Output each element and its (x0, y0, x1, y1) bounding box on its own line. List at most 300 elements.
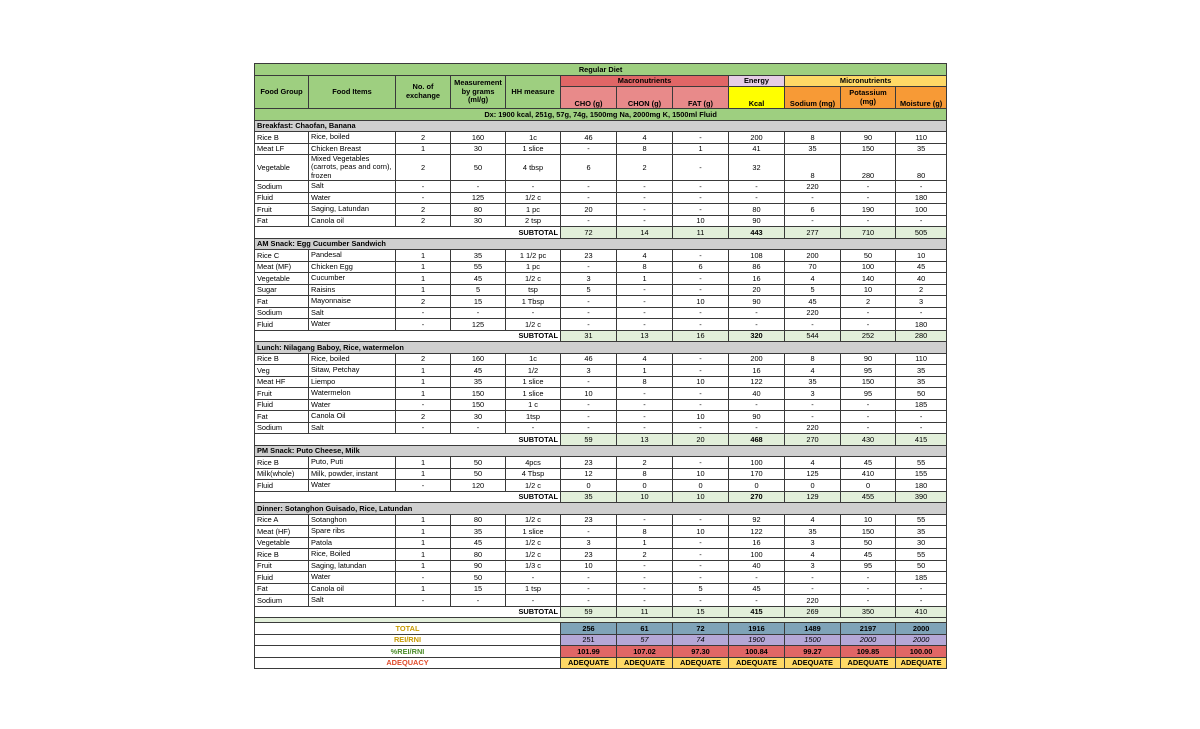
subtotal-cell: 35 (561, 491, 617, 503)
table-cell: 10 (841, 284, 896, 296)
table-row (255, 572, 947, 584)
table-cell: - (561, 319, 617, 331)
diet-table (254, 63, 947, 669)
table-cell: 125 (451, 192, 506, 204)
table-cell: - (561, 307, 617, 319)
table-row (255, 250, 947, 262)
table-cell: - (561, 572, 617, 584)
table-cell: Milk, powder, instant (309, 468, 396, 480)
table-cell: - (561, 296, 617, 308)
meal-section-title: Breakfast: Chaofan, Banana (255, 120, 947, 132)
title-row (255, 64, 947, 76)
table-cell: - (617, 388, 673, 400)
subtotal-cell: 20 (673, 434, 729, 446)
table-cell: 8 (617, 143, 673, 155)
table-cell: Fruit (255, 388, 309, 400)
meal-section-row (255, 445, 947, 457)
subtotal-cell: 59 (561, 606, 617, 618)
rei-row-cell: 74 (673, 634, 729, 646)
table-cell: - (785, 583, 841, 595)
table-cell: - (561, 595, 617, 607)
rei-row (255, 634, 947, 646)
total-row-cell: 72 (673, 623, 729, 635)
table-cell: 2 (396, 353, 451, 365)
table-cell: - (451, 422, 506, 434)
table-cell: - (617, 215, 673, 227)
table-cell: Fruit (255, 204, 309, 216)
total-row-cell: 2197 (841, 623, 896, 635)
table-cell: - (396, 422, 451, 434)
table-cell: Mayonnaise (309, 296, 396, 308)
table-cell: Chicken Breast (309, 143, 396, 155)
table-cell: - (617, 583, 673, 595)
table-cell: - (451, 595, 506, 607)
subtotal-cell: 13 (617, 330, 673, 342)
table-cell: - (729, 572, 785, 584)
table-cell: 1 (396, 284, 451, 296)
table-cell: 92 (729, 514, 785, 526)
header-energy: Energy (729, 75, 785, 87)
table-cell: 1 Tbsp (506, 296, 561, 308)
subtotal-cell: 15 (673, 606, 729, 618)
pct-row-cell: 100.84 (729, 646, 785, 658)
table-row (255, 365, 947, 377)
table-cell: 150 (451, 388, 506, 400)
table-cell: - (841, 583, 896, 595)
table-cell: 220 (785, 307, 841, 319)
table-row (255, 399, 947, 411)
table-cell: 1 (396, 143, 451, 155)
table-cell: - (506, 307, 561, 319)
header-chon: CHON (g) (617, 87, 673, 109)
table-cell: Sotanghon (309, 514, 396, 526)
table-cell: - (617, 319, 673, 331)
subtotal-cell: 710 (841, 227, 896, 239)
table-cell: - (841, 411, 896, 423)
table-cell: 100 (841, 261, 896, 273)
table-title: Regular Diet (255, 64, 947, 76)
table-cell: - (729, 595, 785, 607)
table-cell: - (729, 399, 785, 411)
total-row-cell: 1489 (785, 623, 841, 635)
table-cell: Raisins (309, 284, 396, 296)
table-cell: Water (309, 192, 396, 204)
pct-row-label: %REI/RNI (255, 646, 561, 658)
table-cell: - (673, 284, 729, 296)
table-cell: 1 1/2 pc (506, 250, 561, 262)
total-row-label: TOTAL (255, 623, 561, 635)
table-cell: 1/2 (506, 365, 561, 377)
table-row (255, 143, 947, 155)
table-cell: - (396, 595, 451, 607)
table-cell: - (673, 192, 729, 204)
table-cell: 1/2 c (506, 549, 561, 561)
table-cell: Liempo (309, 376, 396, 388)
table-cell: 160 (451, 132, 506, 144)
table-cell: 23 (561, 549, 617, 561)
table-row (255, 132, 947, 144)
table-cell: 90 (841, 353, 896, 365)
table-cell: - (785, 192, 841, 204)
table-cell: 23 (561, 514, 617, 526)
table-cell: 1 (617, 273, 673, 285)
table-cell: - (506, 572, 561, 584)
subtotal-cell: 10 (617, 491, 673, 503)
table-cell: 8 (617, 376, 673, 388)
table-cell: 1 (396, 549, 451, 561)
table-cell: 10 (673, 526, 729, 538)
table-cell: 122 (729, 526, 785, 538)
table-cell: 2 (396, 411, 451, 423)
table-cell: 45 (785, 296, 841, 308)
table-cell: 1/2 c (506, 192, 561, 204)
table-cell: 220 (785, 595, 841, 607)
table-cell: 3 (561, 365, 617, 377)
table-cell: 180 (896, 480, 947, 492)
table-cell: - (896, 411, 947, 423)
table-cell: - (673, 422, 729, 434)
table-cell: - (841, 307, 896, 319)
table-cell: 1 (396, 468, 451, 480)
table-cell: 40 (729, 560, 785, 572)
table-cell: 100 (729, 457, 785, 469)
table-cell: Fluid (255, 399, 309, 411)
header-micronutrients: Micronutrients (785, 75, 947, 87)
table-cell: 150 (841, 526, 896, 538)
table-cell: 2 tsp (506, 215, 561, 227)
dx-row (255, 109, 947, 121)
table-row (255, 155, 947, 181)
subtotal-cell: 129 (785, 491, 841, 503)
subtotal-cell: 16 (673, 330, 729, 342)
table-cell: 8 (785, 353, 841, 365)
table-cell: 2 (617, 457, 673, 469)
subtotal-label: SUBTOTAL (255, 434, 561, 446)
table-cell: 4 (617, 132, 673, 144)
table-cell: 86 (729, 261, 785, 273)
subtotal-cell: 59 (561, 434, 617, 446)
table-cell: - (396, 307, 451, 319)
table-cell: Spare ribs (309, 526, 396, 538)
table-cell: 45 (451, 273, 506, 285)
table-row (255, 480, 947, 492)
subtotal-cell: 270 (729, 491, 785, 503)
table-cell: 108 (729, 250, 785, 262)
table-cell: Fluid (255, 480, 309, 492)
table-cell: 8 (617, 526, 673, 538)
table-row (255, 284, 947, 296)
table-cell: Canola Oil (309, 411, 396, 423)
table-cell: - (617, 572, 673, 584)
table-cell: 50 (896, 388, 947, 400)
table-cell: 6 (561, 155, 617, 181)
header-food-items: Food Items (309, 75, 396, 109)
table-row (255, 595, 947, 607)
table-cell: 2 (396, 155, 451, 181)
table-cell: 1/3 c (506, 560, 561, 572)
table-cell: 3 (785, 388, 841, 400)
table-cell: - (561, 376, 617, 388)
table-cell: - (617, 192, 673, 204)
table-row (255, 560, 947, 572)
subtotal-cell: 430 (841, 434, 896, 446)
table-cell: 50 (451, 155, 506, 181)
table-cell: 35 (451, 526, 506, 538)
table-cell: 4 (785, 365, 841, 377)
table-cell: 200 (729, 132, 785, 144)
table-cell: 50 (841, 537, 896, 549)
table-cell: 160 (451, 353, 506, 365)
subtotal-label: SUBTOTAL (255, 330, 561, 342)
table-cell: 1 (396, 457, 451, 469)
table-cell: 0 (841, 480, 896, 492)
table-cell: 1 (617, 537, 673, 549)
table-cell: - (785, 399, 841, 411)
header-cho: CHO (g) (561, 87, 617, 109)
table-cell: Sodium (255, 181, 309, 193)
table-row (255, 411, 947, 423)
subtotal-cell: 277 (785, 227, 841, 239)
table-cell: - (396, 319, 451, 331)
table-cell: 5 (785, 284, 841, 296)
subtotal-label: SUBTOTAL (255, 606, 561, 618)
table-cell: - (673, 399, 729, 411)
table-cell: 125 (451, 319, 506, 331)
table-cell: - (841, 595, 896, 607)
table-row (255, 526, 947, 538)
table-cell: 3 (561, 537, 617, 549)
table-cell: - (673, 353, 729, 365)
subtotal-cell: 13 (617, 434, 673, 446)
table-cell: - (617, 422, 673, 434)
table-cell: 6 (673, 261, 729, 273)
table-cell: Rice B (255, 457, 309, 469)
table-cell: 80 (451, 204, 506, 216)
table-cell: 4 (785, 549, 841, 561)
table-cell: Meat (MF) (255, 261, 309, 273)
total-row-cell: 2000 (896, 623, 947, 635)
table-cell: Salt (309, 422, 396, 434)
adequacy-row-cell: ADEQUATE (729, 657, 785, 669)
table-cell: Milk(whole) (255, 468, 309, 480)
adequacy-row-cell: ADEQUATE (896, 657, 947, 669)
table-cell: - (673, 307, 729, 319)
table-cell: 2 (396, 215, 451, 227)
adequacy-row-cell: ADEQUATE (673, 657, 729, 669)
table-cell: - (673, 155, 729, 181)
table-cell: Rice B (255, 549, 309, 561)
subtotal-cell: 270 (785, 434, 841, 446)
subtotal-row (255, 227, 947, 239)
table-cell: - (785, 411, 841, 423)
table-row (255, 457, 947, 469)
table-cell: Sitaw, Petchay (309, 365, 396, 377)
table-cell: 2 (396, 296, 451, 308)
table-cell: - (785, 572, 841, 584)
pct-row (255, 646, 947, 658)
table-cell: 35 (451, 376, 506, 388)
table-cell: 35 (785, 376, 841, 388)
adequacy-row-cell: ADEQUATE (617, 657, 673, 669)
total-row-cell: 256 (561, 623, 617, 635)
table-cell: - (729, 422, 785, 434)
table-cell: 100 (729, 549, 785, 561)
table-cell: 0 (561, 480, 617, 492)
table-cell: 4 (785, 457, 841, 469)
table-cell: 8 (617, 468, 673, 480)
table-cell: 30 (451, 215, 506, 227)
table-cell: 1c (506, 353, 561, 365)
table-cell: 0 (785, 480, 841, 492)
table-cell: 90 (841, 132, 896, 144)
table-cell: 10 (673, 411, 729, 423)
table-cell: - (561, 583, 617, 595)
subtotal-cell: 10 (673, 491, 729, 503)
table-cell: 8 (785, 132, 841, 144)
subtotal-cell: 72 (561, 227, 617, 239)
table-cell: 35 (451, 250, 506, 262)
table-cell: 280 (841, 155, 896, 181)
pct-row-cell: 100.00 (896, 646, 947, 658)
table-cell: 122 (729, 376, 785, 388)
header-hh-measure: HH measure (506, 75, 561, 109)
table-cell: Patola (309, 537, 396, 549)
subtotal-cell: 269 (785, 606, 841, 618)
table-cell: 10 (561, 388, 617, 400)
table-row (255, 514, 947, 526)
table-cell: 150 (841, 143, 896, 155)
table-cell: 170 (729, 468, 785, 480)
rei-row-cell: 2000 (841, 634, 896, 646)
table-cell: 8 (617, 261, 673, 273)
subtotal-cell: 505 (896, 227, 947, 239)
table-cell: 100 (896, 204, 947, 216)
meal-section-row (255, 120, 947, 132)
table-cell: 140 (841, 273, 896, 285)
subtotal-row (255, 330, 947, 342)
table-cell: 3 (785, 560, 841, 572)
meal-section-row (255, 503, 947, 515)
table-cell: 1 (396, 250, 451, 262)
table-cell: 1/2 c (506, 537, 561, 549)
subtotal-row (255, 434, 947, 446)
table-cell: 1 (396, 388, 451, 400)
table-cell: 15 (451, 296, 506, 308)
table-cell: 35 (896, 365, 947, 377)
table-cell: 200 (729, 353, 785, 365)
table-cell: - (841, 215, 896, 227)
table-cell: Sodium (255, 595, 309, 607)
header-sodium: Sodium (mg) (785, 87, 841, 109)
table-cell: - (896, 583, 947, 595)
table-cell: Veg (255, 365, 309, 377)
table-cell: - (785, 319, 841, 331)
table-cell: 1/2 c (506, 319, 561, 331)
diet-spreadsheet (254, 63, 946, 669)
table-cell: 30 (896, 537, 947, 549)
table-cell: 220 (785, 422, 841, 434)
table-cell: 4 (617, 250, 673, 262)
table-cell: 2 (396, 204, 451, 216)
table-cell: 185 (896, 572, 947, 584)
subtotal-cell: 410 (896, 606, 947, 618)
table-cell: 45 (841, 549, 896, 561)
table-cell: 1 slice (506, 388, 561, 400)
header-moisture: Moisture (g) (896, 87, 947, 109)
table-cell: Meat HF (255, 376, 309, 388)
table-cell: - (729, 319, 785, 331)
table-cell: 41 (729, 143, 785, 155)
table-cell: - (506, 422, 561, 434)
table-cell: Watermelon (309, 388, 396, 400)
subtotal-label: SUBTOTAL (255, 491, 561, 503)
pct-row-cell: 109.85 (841, 646, 896, 658)
table-cell: - (785, 215, 841, 227)
table-row (255, 468, 947, 480)
table-cell: Chicken Egg (309, 261, 396, 273)
table-cell: - (561, 192, 617, 204)
table-cell: 80 (451, 514, 506, 526)
table-cell: 45 (896, 261, 947, 273)
table-cell: Vegetable (255, 155, 309, 181)
table-cell: 80 (729, 204, 785, 216)
table-cell: - (617, 399, 673, 411)
table-cell: 55 (896, 549, 947, 561)
table-cell: - (561, 261, 617, 273)
table-cell: 35 (896, 526, 947, 538)
table-cell: 15 (451, 583, 506, 595)
table-cell: - (396, 480, 451, 492)
table-cell: tsp (506, 284, 561, 296)
table-cell: 4pcs (506, 457, 561, 469)
subtotal-row (255, 606, 947, 618)
table-cell: 150 (451, 399, 506, 411)
table-cell: 80 (451, 549, 506, 561)
table-cell: 55 (451, 261, 506, 273)
table-cell: - (561, 399, 617, 411)
table-cell: 45 (451, 537, 506, 549)
table-cell: - (729, 307, 785, 319)
table-cell: - (841, 181, 896, 193)
table-cell: Fluid (255, 319, 309, 331)
table-cell: 6 (785, 204, 841, 216)
table-cell: 1/2 c (506, 514, 561, 526)
table-cell: 2 (617, 549, 673, 561)
table-cell: 50 (451, 572, 506, 584)
table-cell: - (673, 560, 729, 572)
table-cell: 16 (729, 365, 785, 377)
table-cell: 50 (841, 250, 896, 262)
table-cell: 40 (896, 273, 947, 285)
table-cell: Sodium (255, 307, 309, 319)
table-row (255, 307, 947, 319)
table-cell: - (841, 399, 896, 411)
table-cell: - (841, 422, 896, 434)
rei-row-cell: 57 (617, 634, 673, 646)
header-row-1 (255, 75, 947, 87)
table-cell: Vegetable (255, 273, 309, 285)
table-cell: 46 (561, 353, 617, 365)
table-cell: 45 (451, 365, 506, 377)
header-measurement: Measurement by grams (ml/g) (451, 75, 506, 109)
table-cell: - (729, 181, 785, 193)
table-cell: 1tsp (506, 411, 561, 423)
table-cell: - (617, 595, 673, 607)
table-cell: Salt (309, 307, 396, 319)
table-cell: Saging, Latundan (309, 204, 396, 216)
rei-row-cell: 1500 (785, 634, 841, 646)
table-cell: - (617, 307, 673, 319)
